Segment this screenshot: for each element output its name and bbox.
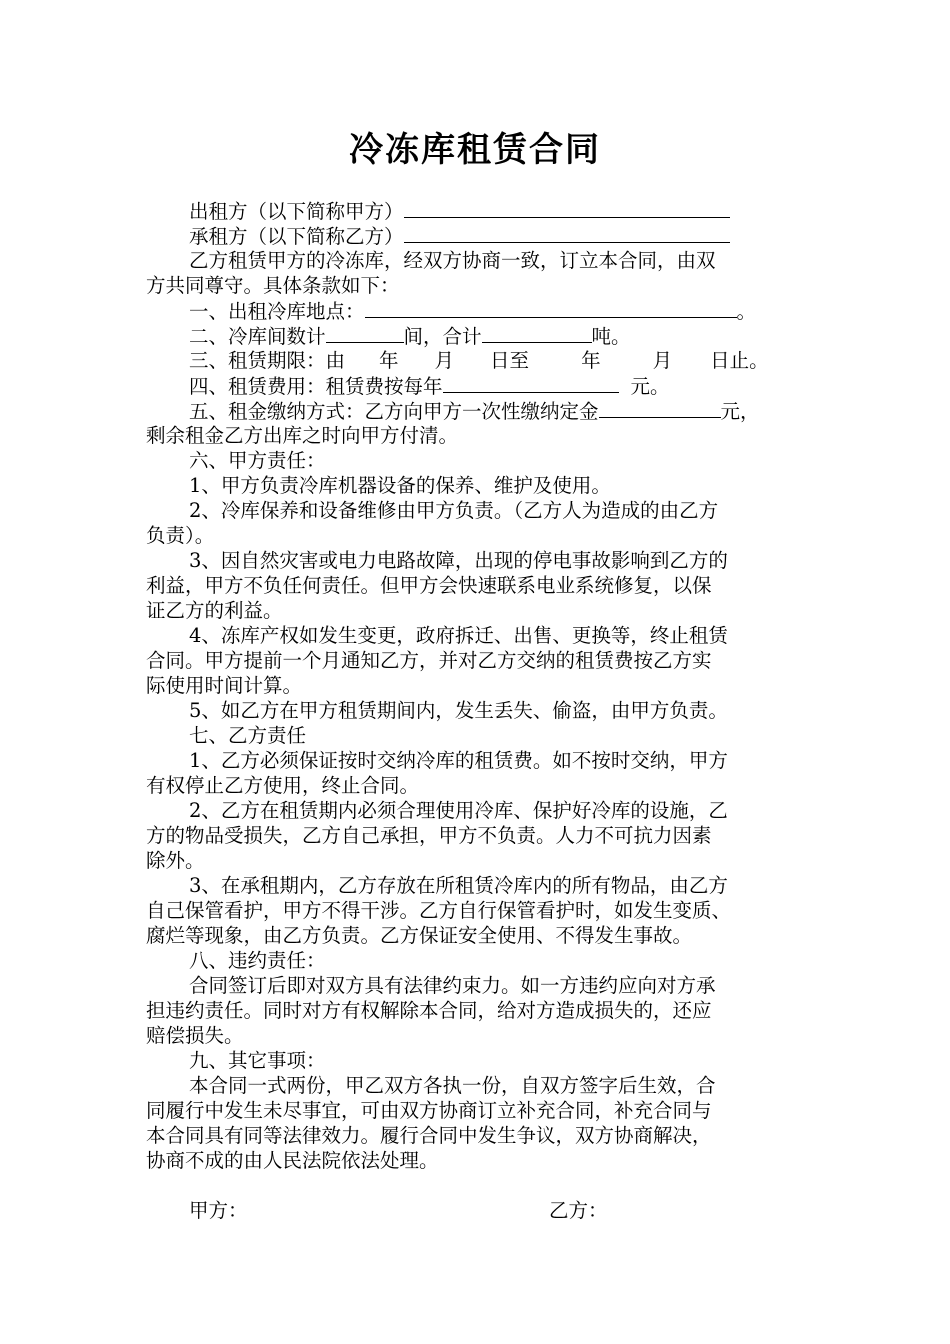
lessor-duty-5: 5、如乙方在甲方租赁期间内，发生丢失、偷盗，由甲方负责。: [189, 699, 728, 722]
other-text-cont: 同履行中发生未尽事宜，可由双方协商订立补充合同，补充合同与: [146, 1099, 712, 1122]
lessee-duty-3: 3、在承租期内，乙方存放在所租赁冷库内的所有物品，由乙方: [189, 874, 728, 897]
clause-2-rooms: 二、冷库间数计 间，合计 吨。: [189, 325, 631, 348]
lessee-duty-3-cont: 自己保管看护，甲方不得干涉。乙方自行保管看护时，如发生变质、: [146, 899, 732, 922]
lessor-blank: [404, 198, 730, 218]
section-breach: 八、违约责任：: [189, 949, 326, 972]
lessor-duty-4-cont-2: 际使用时间计算。: [146, 674, 303, 697]
lessor-duty-3-cont: 利益，甲方不负任何责任。但甲方会快速联系电业系统修复，以保: [146, 574, 712, 597]
party-b-signature: 乙方：: [549, 1199, 608, 1222]
lessor-line: 出租方（以下简称甲方）: [146, 198, 821, 223]
section-other: 九、其它事项：: [189, 1049, 326, 1072]
lessee-blank: [404, 223, 730, 243]
breach-text-cont-2: 赔偿损失。: [146, 1024, 244, 1047]
tonnage-blank: [482, 323, 592, 343]
clause-5-payment-cont: 剩余租金乙方出库之时向甲方付清。: [146, 424, 459, 447]
lessor-duty-3-cont-2: 证乙方的利益。: [146, 599, 283, 622]
clause-3-term: 三、租赁期限：由 年 月 日至 年 月 日止。: [189, 349, 769, 372]
intro-line: 乙方租赁甲方的冷冻库，经双方协商一致，订立本合同，由双: [189, 249, 716, 272]
lessor-duty-4: 4、冻库产权如发生变更，政府拆迁、出售、更换等，终止租赁: [189, 624, 728, 647]
deposit-blank: [599, 398, 721, 418]
document-title: 冷冻库租赁合同: [349, 130, 601, 170]
lessee-duty-2-cont-2: 除外。: [146, 849, 205, 872]
other-text-cont-2: 本合同具有同等法律效力。履行合同中发生争议，双方协商解决，: [146, 1124, 712, 1147]
lessee-duty-1-cont: 有权停止乙方使用，终止合同。: [146, 774, 420, 797]
rooms-blank: [326, 323, 404, 343]
lessee-duty-2: 2、乙方在租赁期内必须合理使用冷库、保护好冷库的设施，乙: [189, 799, 728, 822]
section-lessor-duties: 六、甲方责任：: [189, 449, 326, 472]
lessor-duty-4-cont: 合同。甲方提前一个月通知乙方，并对乙方交纳的租赁费按乙方实: [146, 649, 712, 672]
other-text-cont-3: 协商不成的由人民法院依法处理。: [146, 1149, 439, 1172]
fee-blank: [443, 373, 619, 393]
section-lessee-duties: 七、乙方责任: [189, 724, 307, 747]
signature-row: [146, 1198, 821, 1223]
lessee-duty-2-cont: 方的物品受损失，乙方自己承担，甲方不负责。人力不可抗力因素: [146, 824, 712, 847]
lessee-duty-1: 1、乙方必须保证按时交纳冷库的租赁费。如不按时交纳，甲方: [189, 749, 728, 772]
intro-line-2: 方共同尊守。具体条款如下：: [146, 274, 400, 297]
breach-text-cont: 担违约责任。同时对方有权解除本合同，给对方造成损失的，还应: [146, 999, 712, 1022]
lessor-duty-2: 2、冷库保养和设备维修由甲方负责。（乙方人为造成的由乙方: [189, 499, 719, 522]
lessee-duty-3-cont-2: 腐烂等现象，由乙方负责。乙方保证安全使用、不得发生事故。: [146, 924, 693, 947]
party-a-signature: 甲方：: [189, 1199, 248, 1222]
lessee-line: 承租方（以下简称乙方）: [146, 223, 821, 248]
breach-text: 合同签订后即对双方具有法律约束力。如一方违约应向对方承: [189, 974, 716, 997]
lessor-duty-1: 1、甲方负责冷库机器设备的保养、维护及使用。: [189, 474, 611, 497]
clause-5-payment: 五、租金缴纳方式：乙方向甲方一次性缴纳定金 元，: [189, 400, 760, 423]
location-blank: [365, 298, 737, 318]
clause-1-location: 一、出租冷库地点： 。: [189, 300, 757, 323]
lessor-duty-3: 3、因自然灾害或电力电路故障，出现的停电事故影响到乙方的: [189, 549, 728, 572]
other-text: 本合同一式两份，甲乙双方各执一份，自双方签字后生效，合: [189, 1074, 716, 1097]
clause-4-fee: 四、租赁费用：租赁费按每年 元。: [189, 375, 670, 398]
contract-body: [146, 198, 821, 1223]
lessor-duty-2-cont: 负责）。: [146, 524, 215, 547]
